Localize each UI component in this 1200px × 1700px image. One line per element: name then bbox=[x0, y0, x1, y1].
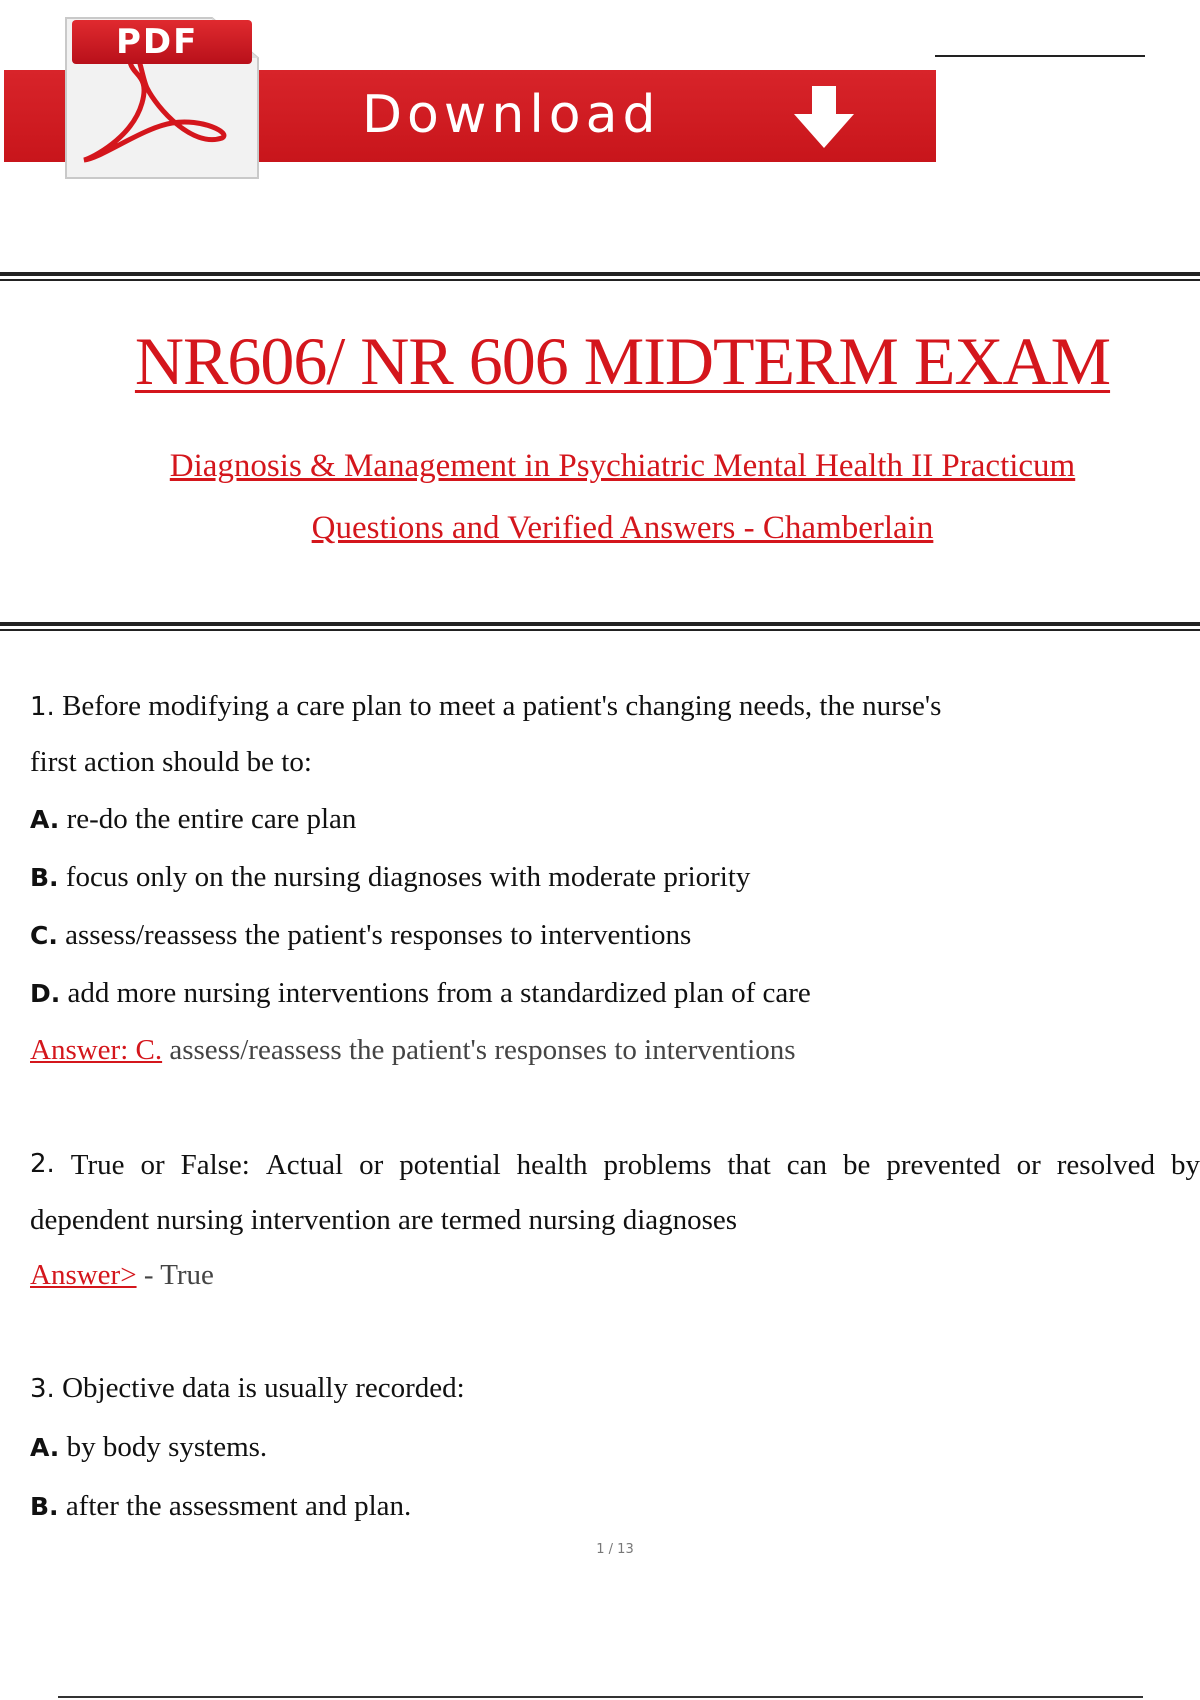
document-subtitle-line1: Diagnosis & Management in Psychiatric Mental Health II Practicum bbox=[169, 448, 1076, 484]
answer-1 bbox=[30, 1034, 796, 1067]
pdf-download-banner[interactable] bbox=[0, 0, 940, 200]
question-number: 2. bbox=[30, 1149, 55, 1179]
download-arrow-icon bbox=[788, 84, 860, 150]
title-bottom-rule-inner bbox=[0, 629, 1200, 631]
answer-label: Answer: C. bbox=[30, 1034, 163, 1066]
page-bottom-rule bbox=[58, 1696, 1143, 1698]
answer-2 bbox=[30, 1259, 214, 1292]
pdf-label: PDF bbox=[72, 20, 252, 64]
document-subtitle-line2: Questions and Verified Answers - Chamberlain bbox=[311, 510, 934, 546]
option-a: A. re-do the entire care plan bbox=[30, 803, 357, 835]
answer-text: - True bbox=[136, 1259, 214, 1291]
question-1-text: 1. Before modifying a care plan to meet a patient's changing needs, the nurse's bbox=[30, 690, 942, 722]
answer-text: assess/reassess the patient's responses to interventions bbox=[162, 1034, 796, 1066]
top-right-rule bbox=[935, 55, 1145, 57]
question-number: 1. bbox=[30, 692, 55, 722]
title-bottom-rule bbox=[0, 622, 1200, 626]
question-2-text-cont: dependent nursing intervention are termed nursing diagnoses bbox=[30, 1204, 738, 1236]
option-b: B. focus only on the nursing diagnoses with moderate priority bbox=[30, 861, 751, 893]
pdf-file-icon bbox=[62, 8, 262, 180]
question-1-text-cont: first action should be to: bbox=[30, 746, 312, 778]
answer-label: Answer> bbox=[30, 1259, 137, 1291]
question-2-text: 2. True or False: Actual or potential health problems that can be prevented or resolved by bbox=[30, 1149, 1200, 1181]
title-top-rule-inner bbox=[0, 279, 1200, 281]
option-b: B. after the assessment and plan. bbox=[30, 1490, 412, 1522]
title-top-rule bbox=[0, 272, 1200, 276]
question-3-text: 3. Objective data is usually recorded: bbox=[30, 1372, 465, 1404]
option-a: A. by body systems. bbox=[30, 1431, 268, 1463]
page-indicator: 1 / 13 bbox=[596, 1542, 634, 1557]
document-title: NR606/ NR 606 MIDTERM EXAM bbox=[134, 323, 1111, 399]
option-d: D. add more nursing interventions from a standardized plan of care bbox=[30, 977, 811, 1009]
download-label: Download bbox=[362, 85, 661, 145]
option-c: C. assess/reassess the patient's responses to interventions bbox=[30, 919, 692, 951]
question-number: 3. bbox=[30, 1374, 55, 1404]
